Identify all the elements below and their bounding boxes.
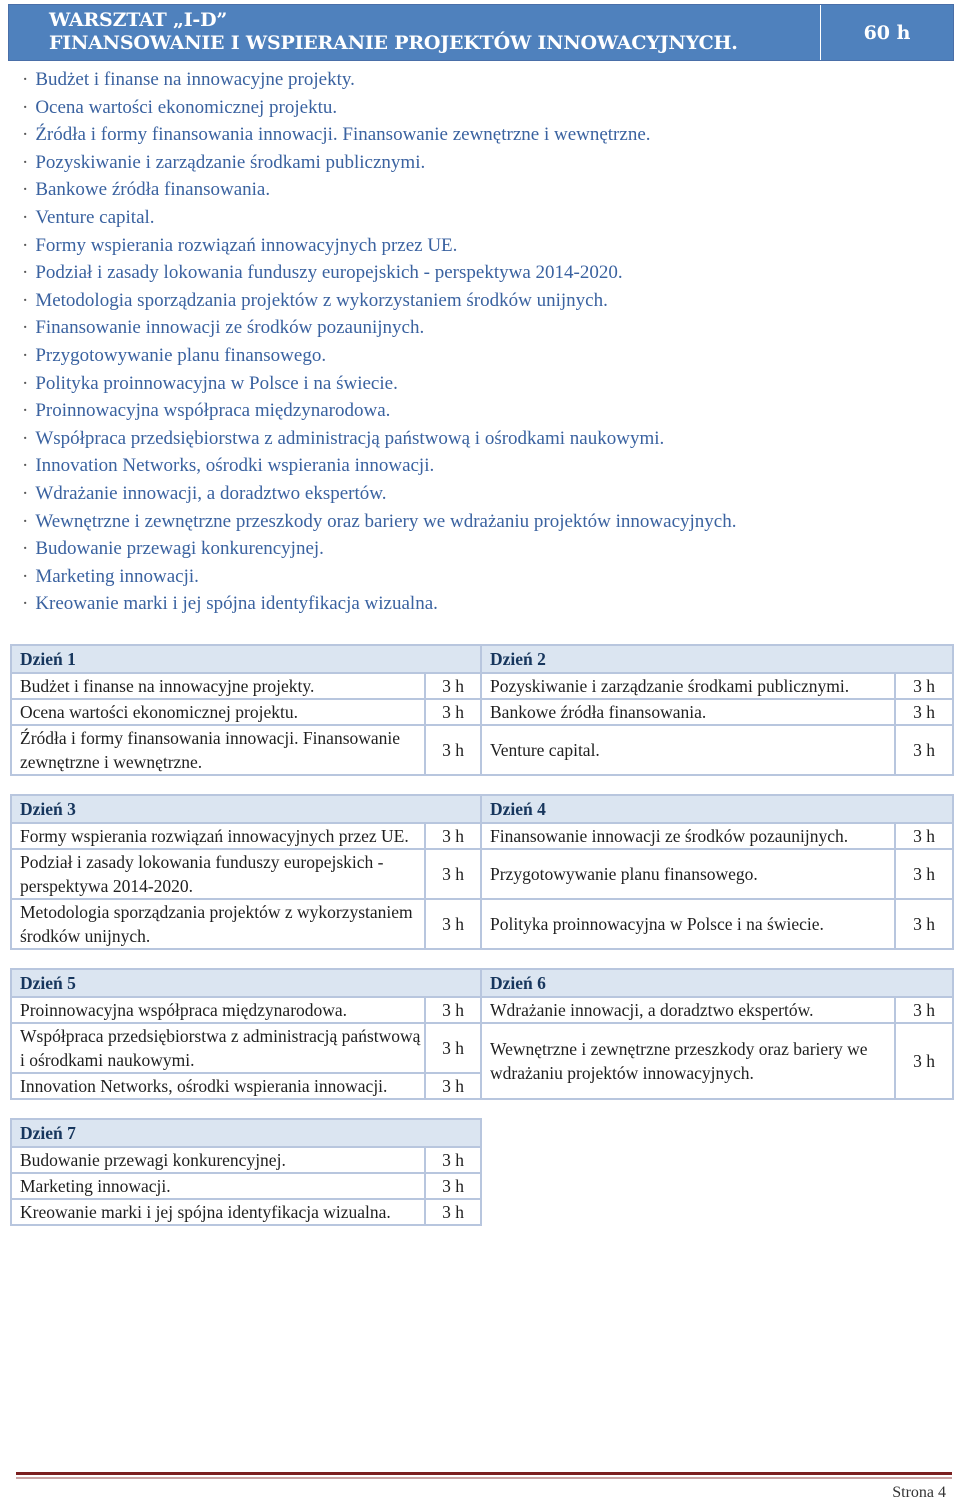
bullet-icon: · <box>22 206 29 228</box>
table-row <box>11 849 953 899</box>
topic-item <box>22 94 736 122</box>
session-hours: 3 h <box>425 1199 481 1225</box>
topic-text: Kreowanie marki i jej spójna identyfikacja wizualna. <box>35 593 438 615</box>
session-topic: Kreowanie marki i jej spójna identyfikacja wizualna. <box>11 1199 425 1225</box>
session-topic: Venture capital. <box>481 725 895 775</box>
topic-text: Finansowanie innowacji ze środków pozaunijnych. <box>35 317 425 339</box>
topic-text: Polityka proinnowacyjna w Polsce i na świecie. <box>35 372 398 394</box>
session-hours: 3 h <box>895 849 953 899</box>
session-topic: Podział i zasady lokowania funduszy europejskich - perspektywa 2014-2020. <box>11 849 425 899</box>
day-title: Dzień 5 <box>11 969 481 997</box>
day-block <box>10 794 952 950</box>
session-topic: Źródła i formy finansowania innowacji. Finansowanie zewnętrzne i wewnętrzne. <box>11 725 425 775</box>
table-row <box>11 673 953 699</box>
bullet-icon: · <box>22 151 29 173</box>
table-row <box>11 1199 481 1225</box>
session-topic: Budżet i finanse na innowacyjne projekty. <box>11 673 425 699</box>
topic-text: Budżet i finanse na innowacyjne projekty. <box>35 69 355 90</box>
page-number: Strona 4 <box>892 1484 946 1501</box>
session-hours: 3 h <box>425 673 481 699</box>
day-header-row <box>11 795 953 823</box>
session-hours: 3 h <box>425 849 481 899</box>
topic-text: Wdrażanie innowacji, a doradztwo ekspertów. <box>35 482 387 504</box>
topic-item <box>22 508 736 536</box>
topic-text: Współpraca przedsiębiorstwa z administracją państwową i ośrodkami naukowymi. <box>35 427 665 449</box>
table-row <box>11 1147 481 1173</box>
session-topic: Marketing innowacji. <box>11 1173 425 1199</box>
session-hours: 3 h <box>425 1147 481 1173</box>
session-hours: 3 h <box>425 823 481 849</box>
day-table <box>10 644 954 776</box>
workshop-title <box>9 5 820 60</box>
session-hours: 3 h <box>425 899 481 949</box>
topic-list <box>22 66 736 618</box>
session-hours: 3 h <box>425 1173 481 1199</box>
topic-item <box>22 480 736 508</box>
schedule <box>10 644 952 1244</box>
topic-item <box>22 176 736 204</box>
bullet-icon: · <box>22 317 29 339</box>
session-hours: 3 h <box>895 1023 953 1099</box>
topic-text: Pozyskiwanie i zarządzanie środkami publicznymi. <box>35 151 426 173</box>
total-hours: 60 h <box>820 5 953 60</box>
workshop-subject: FINANSOWANIE I WSPIERANIE PROJEKTÓW INNOWACYJNYCH. <box>49 32 738 54</box>
day-title: Dzień 1 <box>11 645 481 673</box>
topic-text: Innovation Networks, ośrodki wspierania innowacji. <box>35 455 435 477</box>
topic-item <box>22 232 736 260</box>
bullet-icon: · <box>22 510 29 532</box>
topic-item <box>22 452 736 480</box>
table-row <box>11 899 953 949</box>
topic-item <box>22 535 736 563</box>
day-table <box>10 968 954 1100</box>
day-table <box>10 1118 482 1226</box>
footer-divider-thin <box>16 1477 952 1479</box>
topic-item <box>22 259 736 287</box>
session-hours: 3 h <box>895 699 953 725</box>
bullet-icon: · <box>22 69 29 90</box>
bullet-icon: · <box>22 289 29 311</box>
session-topic: Proinnowacyjna współpraca międzynarodowa. <box>11 997 425 1023</box>
session-topic: Bankowe źródła finansowania. <box>481 699 895 725</box>
session-hours: 3 h <box>895 673 953 699</box>
session-topic: Formy wspierania rozwiązań innowacyjnych przez UE. <box>11 823 425 849</box>
session-hours: 3 h <box>425 1073 481 1099</box>
session-topic: Wewnętrzne i zewnętrzne przeszkody oraz bariery we wdrażaniu projektów innowacyjnych. <box>481 1023 895 1099</box>
topic-text: Metodologia sporządzania projektów z wykorzystaniem środków unijnych. <box>35 289 608 311</box>
session-hours: 3 h <box>425 1023 481 1073</box>
table-row <box>11 997 953 1023</box>
bullet-icon: · <box>22 372 29 394</box>
topic-text: Bankowe źródła finansowania. <box>35 179 271 201</box>
bullet-icon: · <box>22 262 29 284</box>
table-row <box>11 1173 481 1199</box>
day-block <box>10 1118 952 1226</box>
topic-item <box>22 204 736 232</box>
day-block <box>10 968 952 1100</box>
topic-item <box>22 121 736 149</box>
table-row <box>11 699 953 725</box>
day-title: Dzień 3 <box>11 795 481 823</box>
day-table <box>10 794 954 950</box>
session-hours: 3 h <box>895 997 953 1023</box>
session-topic: Budowanie przewagi konkurencyjnej. <box>11 1147 425 1173</box>
bullet-icon: · <box>22 593 29 615</box>
topic-item <box>22 370 736 398</box>
topic-text: Źródła i formy finansowania innowacji. Finansowanie zewnętrzne i wewnętrzne. <box>35 124 651 146</box>
session-hours: 3 h <box>425 699 481 725</box>
topic-item <box>22 342 736 370</box>
session-topic: Ocena wartości ekonomicznej projektu. <box>11 699 425 725</box>
day-header-row <box>11 1119 481 1147</box>
day-block <box>10 644 952 776</box>
topic-item <box>22 425 736 453</box>
topic-text: Podział i zasady lokowania funduszy europejskich - perspektywa 2014-2020. <box>35 262 623 284</box>
topic-item <box>22 314 736 342</box>
topic-text: Przygotowywanie planu finansowego. <box>35 344 327 366</box>
topic-item <box>22 287 736 315</box>
session-topic: Finansowanie innowacji ze środków pozaunijnych. <box>481 823 895 849</box>
session-topic: Metodologia sporządzania projektów z wykorzystaniem środków unijnych. <box>11 899 425 949</box>
bullet-icon: · <box>22 400 29 422</box>
day-title: Dzień 6 <box>481 969 953 997</box>
footer-divider <box>16 1472 952 1475</box>
bullet-icon: · <box>22 565 29 587</box>
bullet-icon: · <box>22 234 29 256</box>
topic-text: Venture capital. <box>35 206 155 228</box>
session-topic: Współpraca przedsiębiorstwa z administracją państwową i ośrodkami naukowymi. <box>11 1023 425 1073</box>
topic-item <box>22 563 736 591</box>
section-header <box>8 4 954 61</box>
table-row <box>11 1023 953 1073</box>
session-topic: Innovation Networks, ośrodki wspierania innowacji. <box>11 1073 425 1099</box>
day-title: Dzień 7 <box>11 1119 481 1147</box>
table-row <box>11 725 953 775</box>
topic-text: Budowanie przewagi konkurencyjnej. <box>35 538 324 560</box>
session-topic: Pozyskiwanie i zarządzanie środkami publicznymi. <box>481 673 895 699</box>
table-row <box>11 823 953 849</box>
session-topic: Przygotowywanie planu finansowego. <box>481 849 895 899</box>
session-topic: Wdrażanie innowacji, a doradztwo ekspertów. <box>481 997 895 1023</box>
bullet-icon: · <box>22 179 29 201</box>
day-title: Dzień 2 <box>481 645 953 673</box>
topic-text: Formy wspierania rozwiązań innowacyjnych przez UE. <box>35 234 458 256</box>
session-hours: 3 h <box>895 725 953 775</box>
bullet-icon: · <box>22 455 29 477</box>
topic-text: Proinnowacyjna współpraca międzynarodowa. <box>35 400 391 422</box>
session-topic: Polityka proinnowacyjna w Polsce i na świecie. <box>481 899 895 949</box>
day-title: Dzień 4 <box>481 795 953 823</box>
session-hours: 3 h <box>425 725 481 775</box>
bullet-icon: · <box>22 427 29 449</box>
bullet-icon: · <box>22 124 29 146</box>
session-hours: 3 h <box>425 997 481 1023</box>
workshop-name: WARSZTAT „I-D” <box>49 9 228 31</box>
bullet-icon: · <box>22 538 29 560</box>
bullet-icon: · <box>22 96 29 118</box>
topic-item <box>22 590 736 618</box>
topic-text: Wewnętrzne i zewnętrzne przeszkody oraz bariery we wdrażaniu projektów innowacyjnych. <box>35 510 737 532</box>
topic-text: Ocena wartości ekonomicznej projektu. <box>35 96 338 118</box>
bullet-icon: · <box>22 482 29 504</box>
topic-text: Marketing innowacji. <box>35 565 199 587</box>
topic-item <box>22 397 736 425</box>
topic-item <box>22 66 736 94</box>
topic-item <box>22 149 736 177</box>
session-hours: 3 h <box>895 823 953 849</box>
day-header-row <box>11 645 953 673</box>
bullet-icon: · <box>22 344 29 366</box>
day-header-row <box>11 969 953 997</box>
session-hours: 3 h <box>895 899 953 949</box>
